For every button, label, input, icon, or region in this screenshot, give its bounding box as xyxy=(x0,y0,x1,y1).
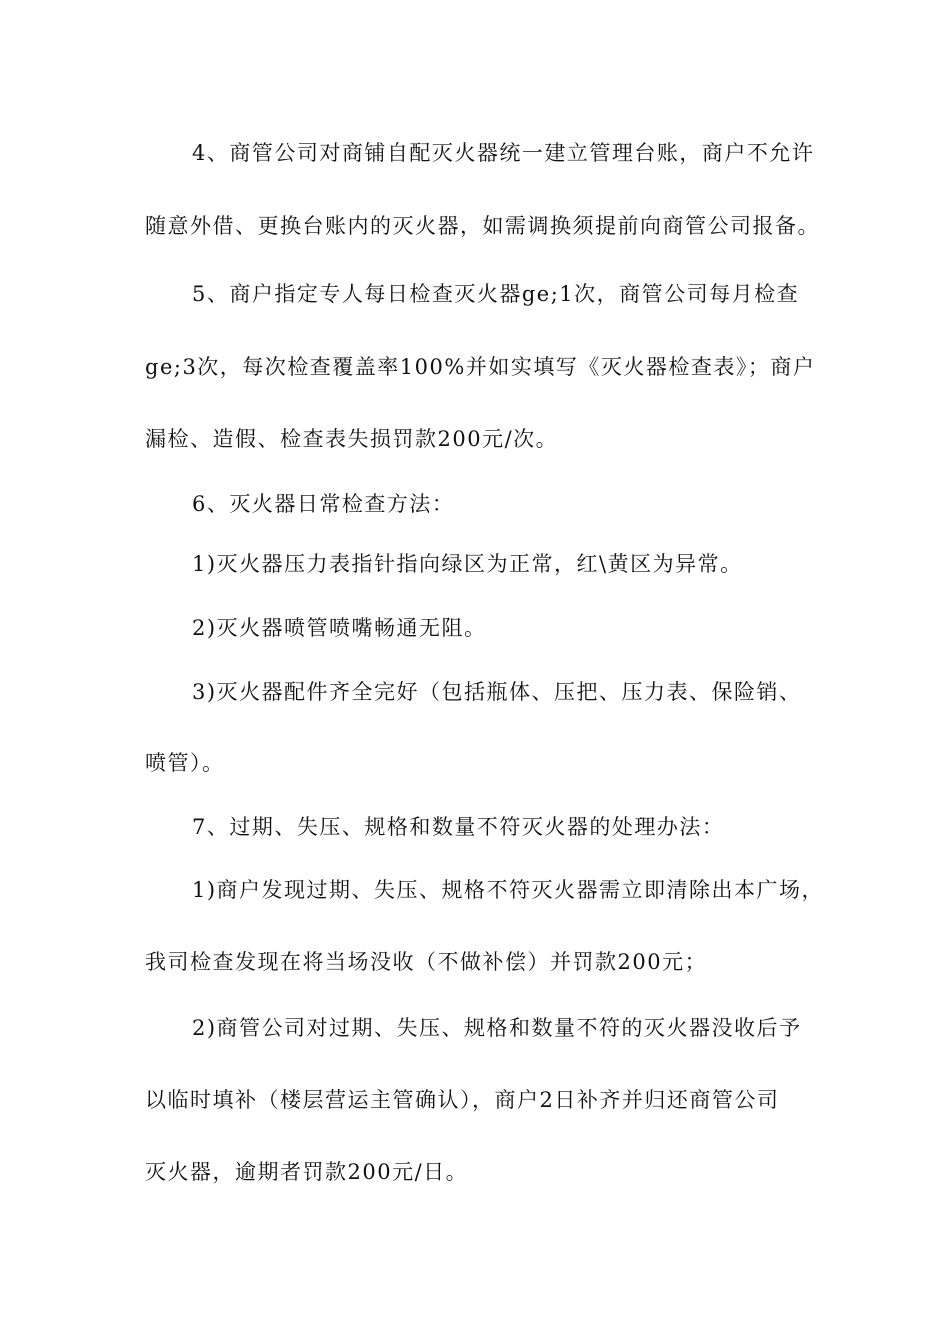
item-5-line-3: 漏检、造假、检查表失损罚款200元/次。 xyxy=(145,427,559,451)
item-6-sub-2: 2)灭火器喷管喷嘴畅通无阻。 xyxy=(192,616,487,640)
item-4-line-1: 4、商管公司对商铺自配灭火器统一建立管理台账，商户不允许 xyxy=(192,141,815,165)
item-6-sub-1: 1)灭火器压力表指针指向绿区为正常，红\黄区为异常。 xyxy=(192,552,743,576)
item-6-heading: 6、灭火器日常检查方法： xyxy=(192,492,455,516)
item-7-sub-1-line-1: 1)商户发现过期、失压、规格不符灭火器需立即清除出本广场， xyxy=(192,878,825,902)
item-6-sub-3-line-2: 喷管）。 xyxy=(145,751,225,775)
item-7-sub-2-line-1: 2)商管公司对过期、失压、规格和数量不符的灭火器没收后予 xyxy=(192,1016,802,1040)
item-6-sub-3-line-1: 3)灭火器配件齐全完好（包括瓶体、压把、压力表、保险销、 xyxy=(192,680,802,704)
item-4-line-2: 随意外借、更换台账内的灭火器，如需调换须提前向商管公司报备。 xyxy=(145,214,820,238)
item-5-line-2: ge;3次，每次检查覆盖率100%并如实填写《灭火器检查表》；商户 xyxy=(145,355,816,379)
item-7-sub-2-line-2: 以临时填补（楼层营运主管确认），商户2日补齐并归还商管公司 xyxy=(145,1088,780,1112)
item-7-heading: 7、过期、失压、规格和数量不符灭火器的处理办法： xyxy=(192,815,725,839)
item-7-sub-1-line-2: 我司检查发现在将当场没收（不做补偿）并罚款200元； xyxy=(145,950,708,974)
item-5-line-1: 5、商户指定专人每日检查灭火器ge;1次，商管公司每月检查 xyxy=(192,282,800,306)
item-7-sub-2-line-3: 灭火器，逾期者罚款200元/日。 xyxy=(145,1160,469,1184)
